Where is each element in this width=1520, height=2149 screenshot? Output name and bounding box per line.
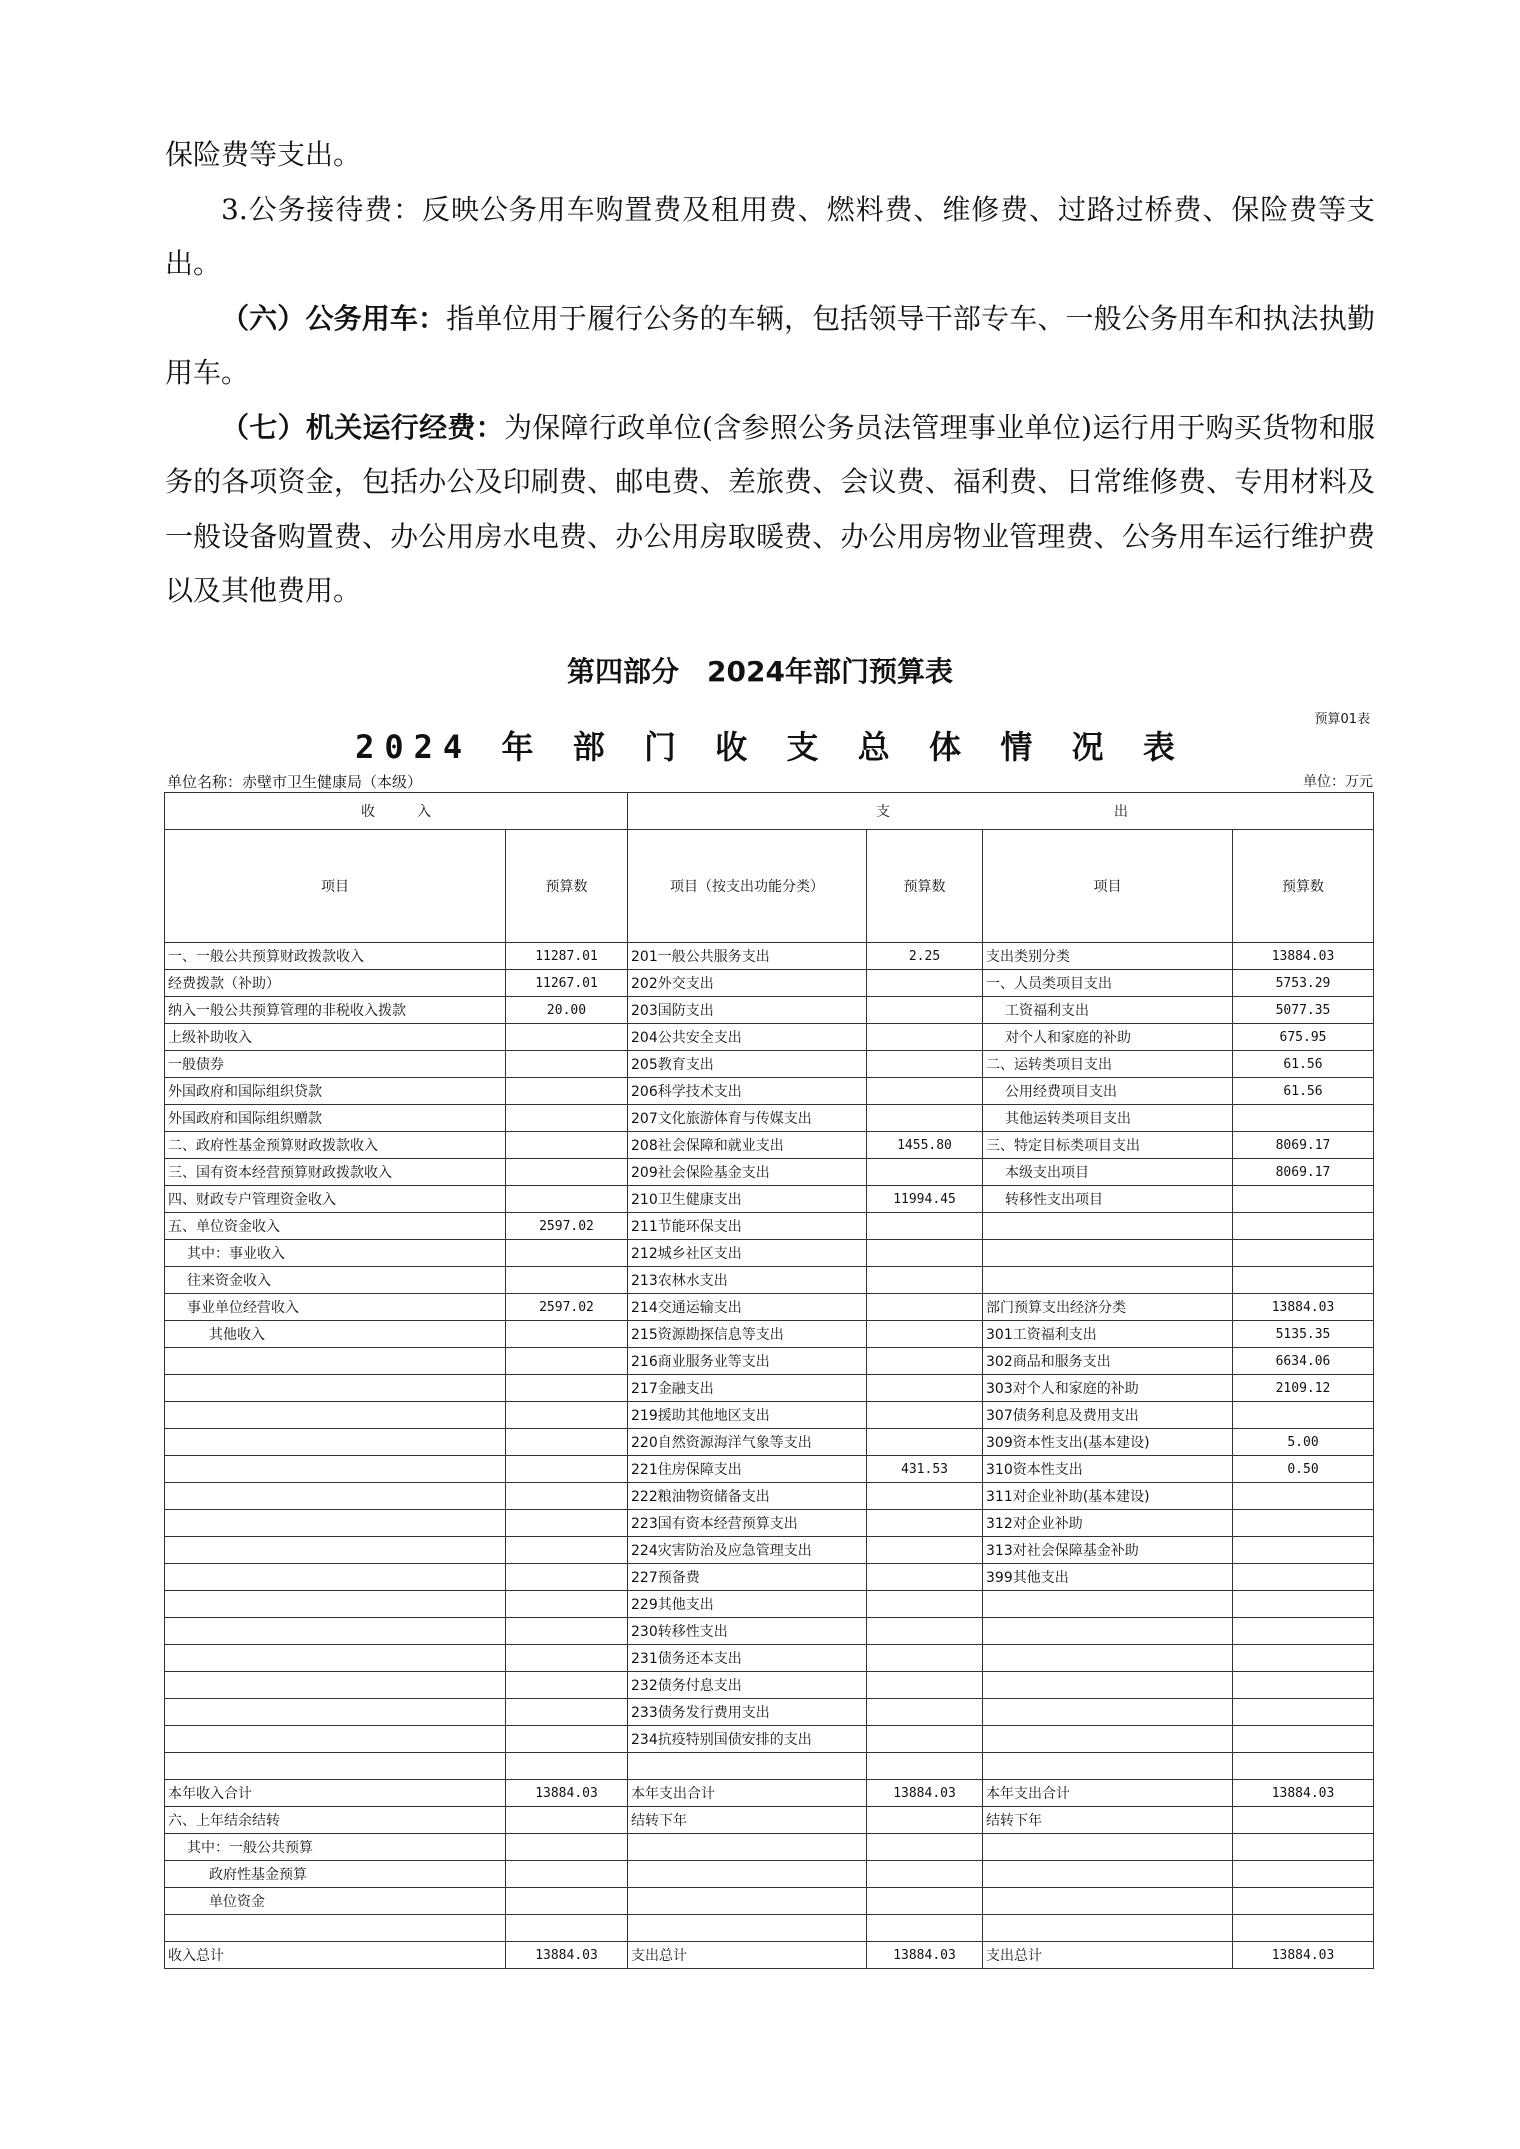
item-cell: 203国防支出 xyxy=(628,997,867,1024)
item-cell xyxy=(983,1861,1233,1888)
item-cell xyxy=(628,1915,867,1942)
item-cell: 232债务付息支出 xyxy=(628,1672,867,1699)
budget-amount-cell xyxy=(1233,1672,1374,1699)
budget-amount-cell xyxy=(506,1618,628,1645)
table-row xyxy=(165,1294,1374,1321)
budget-amount-cell xyxy=(867,1618,983,1645)
budget-amount-cell xyxy=(867,1483,983,1510)
budget-amount-cell xyxy=(506,1672,628,1699)
item-cell: 216商业服务业等支出 xyxy=(628,1348,867,1375)
budget-amount-cell xyxy=(867,1834,983,1861)
item-cell: 311对企业补助(基本建设) xyxy=(983,1483,1233,1510)
budget-amount-cell xyxy=(867,1915,983,1942)
budget-amount-cell: 2597.02 xyxy=(506,1213,628,1240)
unit-name: 单位名称：赤壁市卫生健康局（本级） xyxy=(167,773,423,791)
item-cell xyxy=(983,1618,1233,1645)
budget-amount-cell xyxy=(506,1132,628,1159)
budget-amount-cell xyxy=(867,1024,983,1051)
table-row xyxy=(165,1564,1374,1591)
budget-amount-cell xyxy=(506,1483,628,1510)
budget-amount-cell xyxy=(867,1294,983,1321)
item-cell xyxy=(983,1888,1233,1915)
item-cell xyxy=(165,1564,506,1591)
budget-amount-cell xyxy=(867,1240,983,1267)
budget-amount-cell xyxy=(506,1024,628,1051)
budget-amount-cell xyxy=(1233,1240,1374,1267)
header-row-group xyxy=(165,793,1374,830)
table-row xyxy=(165,997,1374,1024)
budget-amount-cell xyxy=(867,1699,983,1726)
table-row xyxy=(165,1537,1374,1564)
item-cell xyxy=(165,1915,506,1942)
item-cell: 本年收入合计 xyxy=(165,1780,506,1807)
table-row xyxy=(165,1105,1374,1132)
budget-amount-cell xyxy=(506,1699,628,1726)
budget-amount-cell xyxy=(867,1348,983,1375)
table-row xyxy=(165,1267,1374,1294)
budget-amount-cell xyxy=(506,1402,628,1429)
item-cell: 399其他支出 xyxy=(983,1564,1233,1591)
budget-amount-cell xyxy=(1233,1105,1374,1132)
item-cell: 212城乡社区支出 xyxy=(628,1240,867,1267)
paragraph xyxy=(165,292,1375,401)
budget-amount-cell xyxy=(1233,1618,1374,1645)
item-cell: 301工资福利支出 xyxy=(983,1321,1233,1348)
table-title: 2024 年 部 门 收 支 总 体 情 况 表 xyxy=(355,728,1185,766)
item-cell: 303对个人和家庭的补助 xyxy=(983,1375,1233,1402)
budget-amount-cell xyxy=(506,1456,628,1483)
item-cell xyxy=(628,1861,867,1888)
budget-amount-cell xyxy=(506,1753,628,1780)
body-text xyxy=(165,128,1375,619)
budget-amount-cell xyxy=(506,1861,628,1888)
budget-amount-cell xyxy=(867,970,983,997)
budget-amount-cell xyxy=(867,1564,983,1591)
paragraph-heading: （七）机关运行经费： xyxy=(221,410,504,444)
item-cell: 五、单位资金收入 xyxy=(165,1213,506,1240)
budget-amount-cell xyxy=(506,1240,628,1267)
paragraph-heading: （六）公务用车： xyxy=(221,301,447,335)
item-cell xyxy=(628,1753,867,1780)
table-row xyxy=(165,1240,1374,1267)
item-cell: 202外交支出 xyxy=(628,970,867,997)
budget-amount-cell xyxy=(506,1186,628,1213)
table-row xyxy=(165,1132,1374,1159)
table-row xyxy=(165,1051,1374,1078)
item-cell: 支出总计 xyxy=(983,1942,1233,1969)
budget-amount-cell xyxy=(506,1078,628,1105)
item-cell: 外国政府和国际组织赠款 xyxy=(165,1105,506,1132)
budget-amount-cell xyxy=(867,1807,983,1834)
item-cell xyxy=(165,1726,506,1753)
expense-header-right: 出 xyxy=(1114,804,1128,820)
budget-amount-cell: 2597.02 xyxy=(506,1294,628,1321)
table-row xyxy=(165,1834,1374,1861)
budget-amount-cell: 61.56 xyxy=(1233,1078,1374,1105)
item-cell xyxy=(165,1375,506,1402)
item-cell xyxy=(165,1699,506,1726)
budget-amount-cell xyxy=(1233,1834,1374,1861)
item-cell xyxy=(165,1348,506,1375)
item-cell xyxy=(165,1537,506,1564)
table-row xyxy=(165,1780,1374,1807)
table-row xyxy=(165,1699,1374,1726)
budget-amount-cell xyxy=(867,1375,983,1402)
table-row xyxy=(165,1753,1374,1780)
item-cell: 307债务利息及费用支出 xyxy=(983,1402,1233,1429)
item-cell: 206科学技术支出 xyxy=(628,1078,867,1105)
item-cell xyxy=(983,1834,1233,1861)
item-cell xyxy=(165,1753,506,1780)
budget-amount-cell xyxy=(1233,1267,1374,1294)
table-row xyxy=(165,1321,1374,1348)
budget-amount-cell xyxy=(867,1753,983,1780)
budget-amount-cell xyxy=(1233,1213,1374,1240)
item-cell: 210卫生健康支出 xyxy=(628,1186,867,1213)
table-row xyxy=(165,1024,1374,1051)
item-cell: 往来资金收入 xyxy=(165,1267,506,1294)
item-cell xyxy=(983,1645,1233,1672)
budget-amount-cell: 20.00 xyxy=(506,997,628,1024)
budget-amount-cell xyxy=(506,1645,628,1672)
budget-amount-cell xyxy=(506,1510,628,1537)
item-cell: 222粮油物资储备支出 xyxy=(628,1483,867,1510)
budget-amount-cell xyxy=(867,997,983,1024)
item-cell xyxy=(165,1456,506,1483)
item-cell xyxy=(983,1213,1233,1240)
budget-amount-cell xyxy=(867,1267,983,1294)
item-cell: 一、人员类项目支出 xyxy=(983,970,1233,997)
item-cell xyxy=(983,1915,1233,1942)
table-row xyxy=(165,1348,1374,1375)
budget-amount-cell xyxy=(506,1807,628,1834)
paragraph: 3.公务接待费：反映公务用车购置费及租用费、燃料费、维修费、过路过桥费、保险费等支出。 xyxy=(165,192,1375,280)
budget-amount-cell xyxy=(1233,1483,1374,1510)
budget-amount-cell: 2109.12 xyxy=(1233,1375,1374,1402)
income-header: 收 入 xyxy=(165,793,628,830)
item-cell: 233债务发行费用支出 xyxy=(628,1699,867,1726)
budget-amount-cell xyxy=(1233,1888,1374,1915)
table-row xyxy=(165,1429,1374,1456)
item-cell xyxy=(165,1591,506,1618)
item-cell: 一般债券 xyxy=(165,1051,506,1078)
item-cell: 234抗疫特别国债安排的支出 xyxy=(628,1726,867,1753)
item-cell: 214交通运输支出 xyxy=(628,1294,867,1321)
budget-amount-cell xyxy=(506,1537,628,1564)
budget-amount-cell: 5.00 xyxy=(1233,1429,1374,1456)
item-cell: 其中：事业收入 xyxy=(165,1240,506,1267)
unit-label: 单位：万元 xyxy=(1303,774,1373,790)
item-cell xyxy=(165,1510,506,1537)
item-cell: 外国政府和国际组织贷款 xyxy=(165,1078,506,1105)
budget-amount-cell: 11267.01 xyxy=(506,970,628,997)
item-cell xyxy=(165,1618,506,1645)
item-cell: 六、上年结余结转 xyxy=(165,1807,506,1834)
item-cell: 231债务还本支出 xyxy=(628,1645,867,1672)
item-cell: 302商品和服务支出 xyxy=(983,1348,1233,1375)
item-cell xyxy=(983,1240,1233,1267)
item-cell: 公用经费项目支出 xyxy=(983,1078,1233,1105)
column-header: 预算数 xyxy=(506,830,628,943)
item-cell: 229其他支出 xyxy=(628,1591,867,1618)
column-header: 项目 xyxy=(983,830,1233,943)
item-cell xyxy=(983,1726,1233,1753)
item-cell: 工资福利支出 xyxy=(983,997,1233,1024)
item-cell xyxy=(165,1483,506,1510)
budget-amount-cell: 5753.29 xyxy=(1233,970,1374,997)
item-cell xyxy=(165,1429,506,1456)
budget-amount-cell xyxy=(867,1591,983,1618)
table-row xyxy=(165,1807,1374,1834)
item-cell: 经费拨款（补助） xyxy=(165,970,506,997)
item-cell xyxy=(983,1267,1233,1294)
table-row xyxy=(165,1078,1374,1105)
expense-header-left: 支 xyxy=(876,804,890,820)
budget-amount-cell: 13884.03 xyxy=(867,1780,983,1807)
table-row xyxy=(165,1213,1374,1240)
table-row xyxy=(165,943,1374,970)
budget-amount-cell xyxy=(867,1051,983,1078)
budget-table xyxy=(164,792,1374,1969)
item-cell: 本年支出合计 xyxy=(983,1780,1233,1807)
item-cell: 四、财政专户管理资金收入 xyxy=(165,1186,506,1213)
budget-amount-cell: 5077.35 xyxy=(1233,997,1374,1024)
budget-amount-cell xyxy=(1233,1186,1374,1213)
table-row xyxy=(165,1510,1374,1537)
budget-amount-cell xyxy=(506,1375,628,1402)
budget-amount-cell: 2.25 xyxy=(867,943,983,970)
budget-amount-cell: 13884.03 xyxy=(506,1942,628,1969)
budget-amount-cell xyxy=(506,1564,628,1591)
item-cell xyxy=(165,1402,506,1429)
budget-amount-cell xyxy=(506,1348,628,1375)
paragraph xyxy=(165,401,1375,619)
item-cell: 其中：一般公共预算 xyxy=(165,1834,506,1861)
item-cell: 转移性支出项目 xyxy=(983,1186,1233,1213)
budget-amount-cell: 6634.06 xyxy=(1233,1348,1374,1375)
table-row xyxy=(165,1186,1374,1213)
budget-amount-cell: 13884.03 xyxy=(1233,943,1374,970)
budget-amount-cell xyxy=(867,1402,983,1429)
item-cell: 220自然资源海洋气象等支出 xyxy=(628,1429,867,1456)
budget-amount-cell: 61.56 xyxy=(1233,1051,1374,1078)
budget-amount-cell xyxy=(1233,1861,1374,1888)
budget-amount-cell: 11287.01 xyxy=(506,943,628,970)
paragraph-text: 为保障行政单位(含参照公务员法管理事业单位)运行用于购买货物和服务的各项资金，包括办公及印刷费、邮电费、差旅费、会议费、福利费、日常维修费、专用材料及一般设备购置费、办公用房水电费、办公用房取暖费、办公用房物业管理费、公务用车运行维护费以及其他费用。 xyxy=(165,410,1375,607)
budget-amount-cell xyxy=(867,1321,983,1348)
table-row xyxy=(165,1483,1374,1510)
item-cell: 事业单位经营收入 xyxy=(165,1294,506,1321)
budget-amount-cell xyxy=(506,1105,628,1132)
budget-amount-cell xyxy=(867,1861,983,1888)
item-cell: 支出类别分类 xyxy=(983,943,1233,970)
budget-amount-cell: 8069.17 xyxy=(1233,1132,1374,1159)
budget-amount-cell xyxy=(867,1078,983,1105)
table-row xyxy=(165,1915,1374,1942)
column-header: 项目（按支出功能分类） xyxy=(628,830,867,943)
table-row xyxy=(165,1861,1374,1888)
item-cell: 215资源勘探信息等支出 xyxy=(628,1321,867,1348)
item-cell: 217金融支出 xyxy=(628,1375,867,1402)
budget-amount-cell xyxy=(867,1645,983,1672)
budget-amount-cell xyxy=(1233,1402,1374,1429)
budget-amount-cell: 13884.03 xyxy=(1233,1942,1374,1969)
item-cell: 211节能环保支出 xyxy=(628,1213,867,1240)
budget-amount-cell xyxy=(867,1672,983,1699)
table-number: 预算01表 xyxy=(1314,712,1370,727)
item-cell: 收入总计 xyxy=(165,1942,506,1969)
item-cell: 227预备费 xyxy=(628,1564,867,1591)
budget-amount-cell xyxy=(867,1429,983,1456)
item-cell: 208社会保障和就业支出 xyxy=(628,1132,867,1159)
item-cell: 对个人和家庭的补助 xyxy=(983,1024,1233,1051)
paragraph: 保险费等支出。 xyxy=(165,138,362,171)
item-cell: 213农林水支出 xyxy=(628,1267,867,1294)
item-cell: 201一般公共服务支出 xyxy=(628,943,867,970)
item-cell: 上级补助收入 xyxy=(165,1024,506,1051)
item-cell: 纳入一般公共预算管理的非税收入拨款 xyxy=(165,997,506,1024)
budget-amount-cell xyxy=(1233,1564,1374,1591)
budget-amount-cell: 0.50 xyxy=(1233,1456,1374,1483)
budget-amount-cell xyxy=(867,1159,983,1186)
budget-amount-cell xyxy=(506,1726,628,1753)
budget-amount-cell: 431.53 xyxy=(867,1456,983,1483)
header-row-columns xyxy=(165,830,1374,943)
table-row xyxy=(165,1672,1374,1699)
item-cell: 313对社会保障基金补助 xyxy=(983,1537,1233,1564)
budget-amount-cell xyxy=(506,1159,628,1186)
budget-amount-cell xyxy=(506,1834,628,1861)
item-cell: 230转移性支出 xyxy=(628,1618,867,1645)
budget-amount-cell xyxy=(867,1105,983,1132)
table-row xyxy=(165,1618,1374,1645)
item-cell: 223国有资本经营预算支出 xyxy=(628,1510,867,1537)
item-cell: 二、政府性基金预算财政拨款收入 xyxy=(165,1132,506,1159)
item-cell: 二、运转类项目支出 xyxy=(983,1051,1233,1078)
budget-amount-cell xyxy=(867,1726,983,1753)
item-cell: 219援助其他地区支出 xyxy=(628,1402,867,1429)
budget-amount-cell xyxy=(1233,1807,1374,1834)
budget-amount-cell xyxy=(506,1267,628,1294)
budget-amount-cell xyxy=(506,1888,628,1915)
item-cell: 204公共安全支出 xyxy=(628,1024,867,1051)
table-row xyxy=(165,1888,1374,1915)
item-cell: 结转下年 xyxy=(628,1807,867,1834)
table-row xyxy=(165,1726,1374,1753)
item-cell xyxy=(628,1888,867,1915)
table-row xyxy=(165,1159,1374,1186)
budget-amount-cell xyxy=(506,1591,628,1618)
item-cell xyxy=(983,1672,1233,1699)
budget-amount-cell xyxy=(1233,1537,1374,1564)
table-row xyxy=(165,1456,1374,1483)
budget-amount-cell xyxy=(1233,1699,1374,1726)
budget-amount-cell: 8069.17 xyxy=(1233,1159,1374,1186)
budget-amount-cell: 13884.03 xyxy=(867,1942,983,1969)
item-cell: 单位资金 xyxy=(165,1888,506,1915)
item-cell xyxy=(983,1753,1233,1780)
item-cell: 224灾害防治及应急管理支出 xyxy=(628,1537,867,1564)
item-cell: 309资本性支出(基本建设) xyxy=(983,1429,1233,1456)
table-row xyxy=(165,1942,1374,1969)
budget-amount-cell: 5135.35 xyxy=(1233,1321,1374,1348)
budget-amount-cell: 13884.03 xyxy=(506,1780,628,1807)
budget-amount-cell: 13884.03 xyxy=(1233,1294,1374,1321)
item-cell: 支出总计 xyxy=(628,1942,867,1969)
item-cell xyxy=(165,1645,506,1672)
column-header: 项目 xyxy=(165,830,506,943)
budget-amount-cell: 1455.80 xyxy=(867,1132,983,1159)
item-cell xyxy=(165,1672,506,1699)
item-cell: 221住房保障支出 xyxy=(628,1456,867,1483)
item-cell: 一、一般公共预算财政拨款收入 xyxy=(165,943,506,970)
budget-amount-cell xyxy=(1233,1753,1374,1780)
part-title: 第四部分 2024年部门预算表 xyxy=(567,655,953,688)
budget-amount-cell xyxy=(1233,1645,1374,1672)
item-cell: 本年支出合计 xyxy=(628,1780,867,1807)
column-header: 预算数 xyxy=(867,830,983,943)
budget-amount-cell xyxy=(1233,1726,1374,1753)
table-row xyxy=(165,1645,1374,1672)
budget-amount-cell xyxy=(867,1213,983,1240)
item-cell: 209社会保险基金支出 xyxy=(628,1159,867,1186)
item-cell xyxy=(628,1834,867,1861)
budget-amount-cell xyxy=(506,1321,628,1348)
item-cell: 312对企业补助 xyxy=(983,1510,1233,1537)
budget-amount-cell xyxy=(506,1915,628,1942)
budget-amount-cell xyxy=(506,1429,628,1456)
item-cell: 政府性基金预算 xyxy=(165,1861,506,1888)
item-cell: 其他收入 xyxy=(165,1321,506,1348)
budget-amount-cell xyxy=(867,1510,983,1537)
budget-amount-cell xyxy=(867,1537,983,1564)
budget-amount-cell xyxy=(506,1051,628,1078)
item-cell xyxy=(983,1591,1233,1618)
expense-header xyxy=(628,793,1374,830)
budget-amount-cell xyxy=(1233,1591,1374,1618)
budget-amount-cell: 11994.45 xyxy=(867,1186,983,1213)
item-cell: 结转下年 xyxy=(983,1807,1233,1834)
item-cell xyxy=(983,1699,1233,1726)
table-row xyxy=(165,1375,1374,1402)
budget-amount-cell: 675.95 xyxy=(1233,1024,1374,1051)
table-row xyxy=(165,1591,1374,1618)
item-cell: 205教育支出 xyxy=(628,1051,867,1078)
budget-amount-cell xyxy=(1233,1510,1374,1537)
paragraph-text: 指单位用于履行公务的车辆，包括领导干部专车、一般公务用车和执法执勤用车。 xyxy=(165,301,1375,389)
budget-amount-cell xyxy=(1233,1915,1374,1942)
budget-amount-cell: 13884.03 xyxy=(1233,1780,1374,1807)
item-cell: 310资本性支出 xyxy=(983,1456,1233,1483)
item-cell: 其他运转类项目支出 xyxy=(983,1105,1233,1132)
budget-amount-cell xyxy=(867,1888,983,1915)
table-row xyxy=(165,970,1374,997)
item-cell: 三、特定目标类项目支出 xyxy=(983,1132,1233,1159)
table-row xyxy=(165,1402,1374,1429)
item-cell: 207文化旅游体育与传媒支出 xyxy=(628,1105,867,1132)
item-cell: 三、国有资本经营预算财政拨款收入 xyxy=(165,1159,506,1186)
item-cell: 部门预算支出经济分类 xyxy=(983,1294,1233,1321)
column-header: 预算数 xyxy=(1233,830,1374,943)
item-cell: 本级支出项目 xyxy=(983,1159,1233,1186)
